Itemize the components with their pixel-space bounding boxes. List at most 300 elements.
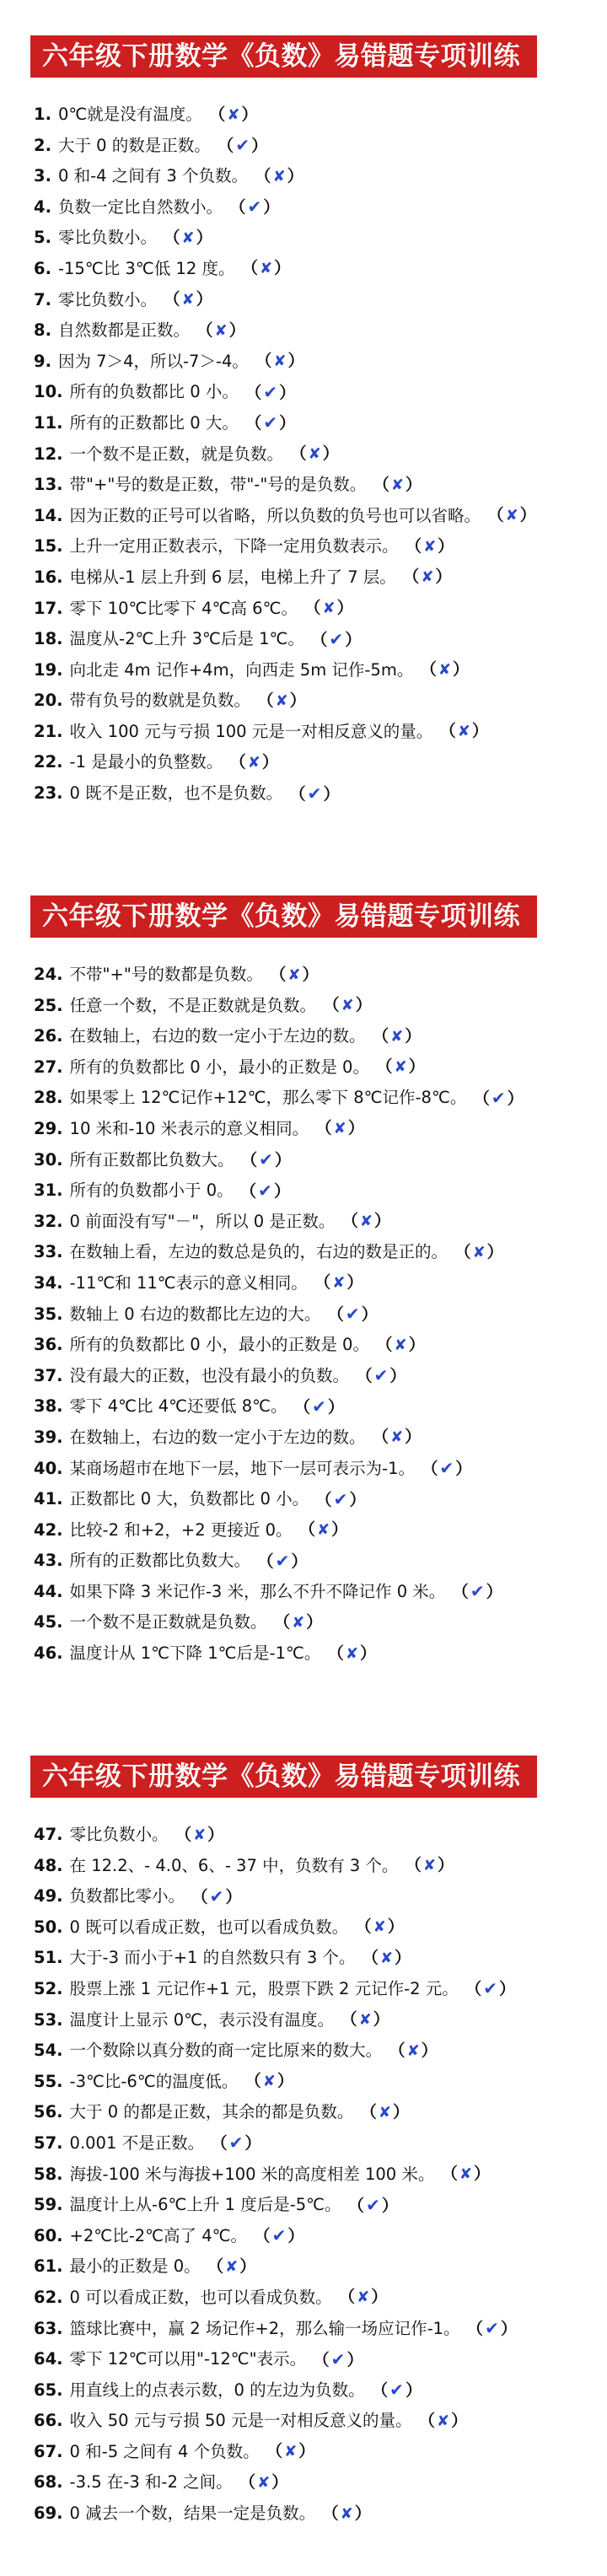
question-item — [34, 1052, 599, 1084]
question-number: 8. — [34, 320, 51, 341]
answer-mark: （ ✘ ） — [323, 990, 372, 1022]
question-text: 电梯从-1 层上升到 6 层，电梯上升了 7 层。 — [69, 567, 396, 587]
question-item — [34, 1422, 599, 1454]
question-item — [34, 747, 599, 778]
answer-mark: （ ✔ ） — [327, 1299, 378, 1331]
question-text: 某商场超市在地下一层，地下一层可表示为-1。 — [69, 1458, 415, 1478]
check-mark-icon: ✔ — [312, 1396, 326, 1417]
question-number: 13. — [34, 475, 63, 495]
answer-mark: （ ✘ ） — [175, 1820, 224, 1852]
question-text: 所有的负数都比 0 小，最小的正数是 0。 — [69, 1057, 369, 1077]
question-number: 9. — [34, 351, 51, 371]
question-text: 一个数除以真分数的商一定比原来的数大。 — [69, 2041, 383, 2061]
answer-mark: （ ✔ ） — [241, 1144, 292, 1176]
question-text: 温度从-2℃上升 3℃后是 1℃。 — [69, 629, 304, 649]
question-text: 带"+"号的数是正数，带"-"号的是负数。 — [69, 475, 367, 495]
cross-mark-icon: ✘ — [378, 2103, 391, 2122]
question-item — [34, 1638, 599, 1670]
answer-mark: （ ✘ ） — [298, 1514, 347, 1546]
question-number: 57. — [34, 2132, 63, 2153]
question-list — [34, 960, 599, 1670]
answer-mark: （ ✘ ） — [376, 1051, 425, 1084]
cross-mark-icon: ✘ — [214, 321, 228, 340]
cross-mark-icon: ✘ — [341, 997, 354, 1015]
answer-mark: （ ✘ ） — [487, 500, 536, 532]
cross-mark-icon: ✘ — [438, 661, 451, 680]
question-number: 30. — [34, 1149, 63, 1170]
check-mark-icon: ✔ — [491, 1087, 506, 1108]
cross-mark-icon: ✘ — [259, 260, 273, 278]
question-number: 5. — [34, 228, 51, 248]
question-item — [34, 377, 599, 408]
check-mark-icon: ✔ — [366, 2194, 380, 2215]
question-item — [34, 1607, 599, 1638]
question-item — [34, 1175, 599, 1207]
question-number: 50. — [34, 1917, 63, 1937]
cross-mark-icon: ✘ — [373, 1918, 386, 1937]
question-number: 33. — [34, 1242, 63, 1262]
question-text: 零下 12℃可以用"-12℃"表示。 — [69, 2349, 307, 2369]
question-item — [34, 2375, 599, 2407]
question-number: 20. — [34, 691, 63, 711]
question-item — [34, 161, 599, 192]
question-number: 10. — [34, 382, 63, 402]
question-number: 67. — [34, 2441, 63, 2461]
question-number: 54. — [34, 2041, 63, 2061]
cross-mark-icon: ✘ — [394, 1336, 407, 1354]
question-number: 60. — [34, 2225, 63, 2245]
check-mark-icon: ✔ — [485, 2318, 499, 2338]
question-number: 24. — [34, 965, 63, 984]
answer-mark: （ ✘ ） — [241, 253, 290, 285]
question-item — [34, 1881, 599, 1912]
question-item — [34, 99, 599, 131]
cross-mark-icon: ✘ — [225, 2257, 239, 2276]
question-text: 10 米和-10 米表示的意义相同。 — [69, 1118, 309, 1138]
answer-mark: （ ✔ ） — [452, 1576, 502, 1608]
cross-mark-icon: ✘ — [472, 1243, 486, 1261]
check-mark-icon: ✔ — [209, 1885, 224, 1906]
cross-mark-icon: ✘ — [247, 753, 261, 772]
question-number: 22. — [34, 752, 63, 772]
answer-mark: （ ✘ ） — [239, 2467, 288, 2499]
answer-mark: （ ✔ ） — [211, 2127, 261, 2159]
question-item — [34, 594, 599, 625]
question-text: 收入 100 元与亏损 100 元是一对相反意义的量。 — [69, 721, 433, 741]
question-text: 所有的负数都比 0 小，最小的正数是 0。 — [69, 1335, 369, 1355]
question-number: 48. — [34, 1855, 63, 1875]
cross-mark-icon: ✘ — [459, 2165, 472, 2184]
question-number: 2. — [34, 135, 51, 155]
question-list — [34, 99, 599, 809]
answer-mark: （ ✘ ） — [439, 716, 488, 748]
question-text: 所有的正数都比 0 大。 — [69, 412, 239, 433]
answer-mark: （ ✘ ） — [341, 2004, 389, 2036]
question-text: 因为 7＞4，所以-7＞-4。 — [57, 351, 249, 371]
answer-mark: （ ✘ ） — [164, 223, 212, 255]
question-item — [34, 2005, 599, 2036]
question-text: 大于-3 而小于+1 的自然数只有 3 个。 — [69, 1948, 356, 1968]
question-number: 25. — [34, 995, 63, 1015]
cross-mark-icon: ✘ — [505, 507, 518, 525]
question-text: 在数轴上，右边的数一定小于左边的数。 — [69, 1026, 366, 1046]
question-list — [34, 1820, 599, 2530]
question-item — [34, 1114, 599, 1145]
question-text: 0.001 不是正数。 — [69, 2132, 205, 2153]
answer-mark: （ ✘ ） — [207, 2251, 256, 2283]
cross-mark-icon: ✘ — [193, 1826, 207, 1844]
check-mark-icon: ✔ — [439, 1458, 454, 1478]
cross-mark-icon: ✘ — [227, 105, 240, 124]
answer-mark: （ ✘ ） — [270, 960, 319, 992]
cross-mark-icon: ✘ — [394, 1058, 407, 1077]
question-number: 34. — [34, 1272, 63, 1293]
question-number: 46. — [34, 1643, 63, 1664]
question-number: 11. — [34, 412, 63, 433]
answer-mark: （ ✘ ） — [255, 161, 304, 193]
question-text: 温度计上从-6℃上升 1 度后是-5℃。 — [69, 2195, 341, 2215]
cross-mark-icon: ✘ — [257, 2473, 271, 2492]
question-item — [34, 991, 599, 1022]
question-number: 44. — [34, 1581, 63, 1601]
cross-mark-icon: ✘ — [345, 1644, 359, 1663]
question-item — [34, 1299, 599, 1331]
question-text: 零比负数小。 — [57, 228, 157, 248]
answer-mark: （ ✘ ） — [418, 2406, 467, 2438]
question-item — [34, 2314, 599, 2345]
question-number: 62. — [34, 2287, 63, 2307]
answer-mark: （ ✘ ） — [244, 2066, 293, 2098]
question-item — [34, 2067, 599, 2098]
answer-mark: （ ✘ ） — [290, 438, 339, 471]
question-text: 所有正数都比负数大。 — [69, 1149, 234, 1170]
question-text: 收入 50 元与亏损 50 元是一对相反意义的量。 — [69, 2411, 412, 2431]
question-item — [34, 315, 599, 347]
cross-mark-icon: ✘ — [262, 2073, 276, 2091]
check-mark-icon: ✔ — [345, 1304, 360, 1325]
answer-mark: （ ✘ ） — [229, 747, 278, 779]
answer-mark: （ ✔ ） — [245, 407, 296, 439]
question-text: 所有的正数都比负数大。 — [69, 1551, 251, 1571]
question-item — [34, 2498, 599, 2530]
question-number: 53. — [34, 2009, 63, 2030]
question-item — [34, 1021, 599, 1052]
question-item — [34, 1577, 599, 1608]
question-number: 36. — [34, 1335, 63, 1355]
question-text: 如果零上 12℃记作+12℃，那么零下 8℃记作-8℃。 — [69, 1088, 467, 1108]
cross-mark-icon: ✘ — [287, 965, 301, 984]
question-text: 零比负数小。 — [57, 289, 157, 309]
question-text: 零比负数小。 — [69, 1825, 169, 1844]
question-number: 47. — [34, 1825, 63, 1844]
answer-mark: （ ✔ ） — [254, 2220, 304, 2252]
question-number: 26. — [34, 1026, 63, 1046]
cross-mark-icon: ✘ — [390, 1428, 404, 1447]
question-number: 19. — [34, 659, 63, 680]
answer-mark: （ ✘ ） — [304, 593, 353, 625]
question-item — [34, 531, 599, 562]
answer-mark: （ ✘ ） — [315, 1113, 364, 1145]
check-mark-icon: ✔ — [258, 1180, 272, 1201]
cross-mark-icon: ✘ — [292, 1613, 305, 1632]
check-mark-icon: ✔ — [329, 628, 344, 649]
answer-mark: （ ✘ ） — [257, 686, 306, 718]
question-item — [34, 2467, 599, 2498]
question-text: 任意一个数，不是正数就是负数。 — [69, 995, 317, 1015]
cross-mark-icon: ✘ — [421, 568, 434, 587]
question-number: 15. — [34, 536, 63, 557]
answer-mark: （ ✔ ） — [356, 1360, 406, 1392]
question-text: 上升一定用正数表示，下降一定用负数表示。 — [69, 536, 399, 557]
question-number: 27. — [34, 1057, 63, 1077]
question-text: 股票上涨 1 元记作+1 元，股票下跌 2 元记作-2 元。 — [69, 1978, 459, 1998]
question-item — [34, 470, 599, 501]
question-item — [34, 2128, 599, 2159]
answer-mark: （ ✘ ） — [454, 1237, 503, 1269]
answer-mark: （ ✘ ） — [373, 1422, 422, 1454]
question-text: 温度计上显示 0℃，表示没有温度。 — [69, 2009, 335, 2030]
question-item — [34, 655, 599, 686]
question-text: 因为正数的正号可以省略，所以负数的负号也可以省略。 — [69, 505, 481, 525]
cross-mark-icon: ✘ — [181, 291, 195, 309]
question-text: 负数都比零小。 — [69, 1886, 185, 1906]
question-number: 45. — [34, 1612, 63, 1632]
question-number: 52. — [34, 1978, 63, 1998]
cross-mark-icon: ✘ — [273, 352, 287, 371]
question-text: 0℃就是没有温度。 — [57, 105, 202, 124]
cross-mark-icon: ✘ — [422, 1857, 436, 1875]
question-number: 3. — [34, 166, 51, 186]
question-item — [34, 2159, 599, 2191]
question-text: 用直线上的点表示数，0 的左边为负数。 — [69, 2380, 365, 2400]
question-number: 59. — [34, 2195, 63, 2215]
section-title-banner: 六年级下册数学《负数》易错题专项训练 — [30, 895, 537, 938]
answer-mark: （ ✘ ） — [196, 315, 245, 347]
question-text: 大于 0 的数是正数。 — [57, 135, 211, 155]
question-number: 12. — [34, 444, 63, 464]
cross-mark-icon: ✘ — [340, 2504, 353, 2523]
question-number: 29. — [34, 1118, 63, 1138]
section-title-banner: 六年级下册数学《负数》易错题专项训练 — [30, 35, 537, 78]
check-mark-icon: ✔ — [259, 1149, 273, 1170]
cross-mark-icon: ✘ — [181, 229, 195, 247]
answer-mark: （ ✔ ） — [372, 2374, 422, 2407]
question-item — [34, 223, 599, 254]
answer-mark: （ ✘ ） — [376, 1330, 425, 1362]
question-item — [34, 192, 599, 223]
answer-mark: （ ✘ ） — [314, 1267, 363, 1299]
question-item — [34, 1943, 599, 1974]
cross-mark-icon: ✘ — [333, 1120, 346, 1138]
answer-mark: （ ✘ ） — [274, 1607, 323, 1639]
cross-mark-icon: ✘ — [332, 1274, 346, 1293]
question-text: 0 和-4 之间有 3 个负数。 — [57, 166, 249, 186]
cross-mark-icon: ✘ — [379, 1949, 394, 1967]
question-item — [34, 1484, 599, 1515]
check-mark-icon: ✔ — [247, 196, 262, 218]
answer-mark: （ ✔ ） — [422, 1453, 472, 1485]
question-item — [34, 285, 599, 316]
answer-mark: （ ✔ ） — [467, 2313, 518, 2345]
question-item — [34, 1454, 599, 1485]
question-number: 66. — [34, 2411, 63, 2431]
answer-mark: （ ✘ ） — [406, 531, 454, 563]
question-number: 21. — [34, 721, 63, 741]
question-number: 64. — [34, 2349, 63, 2369]
answer-mark: （ ✔ ） — [245, 377, 296, 409]
answer-mark: （ ✘ ） — [362, 1943, 411, 1975]
question-item — [34, 2097, 599, 2128]
question-item — [34, 1361, 599, 1392]
question-item — [34, 960, 599, 991]
question-text: 所有的负数都小于 0。 — [69, 1180, 234, 1201]
question-text: 在数轴上，右边的数一定小于左边的数。 — [69, 1427, 366, 1447]
question-item — [34, 624, 599, 655]
answer-mark: （ ✘ ） — [341, 1206, 390, 1238]
answer-mark: （ ✔ ） — [311, 624, 362, 656]
question-item — [34, 2251, 599, 2283]
cross-mark-icon: ✘ — [390, 476, 404, 494]
question-text: 比较-2 和+2，+2 更接近 0。 — [69, 1519, 293, 1540]
question-text: 没有最大的正数，也没有最小的负数。 — [69, 1365, 350, 1385]
question-item — [34, 1207, 599, 1238]
question-text: 0 既可以看成正数，也可以看成负数。 — [69, 1917, 349, 1937]
question-text: 正数都比 0 大，负数都比 0 小。 — [69, 1489, 309, 1509]
answer-mark: （ ✔ ） — [348, 2190, 399, 2222]
cross-mark-icon: ✘ — [359, 1213, 373, 1231]
question-text: 0 可以看成正数，也可以看成负数。 — [69, 2287, 332, 2307]
check-mark-icon: ✔ — [307, 782, 322, 804]
cross-mark-icon: ✘ — [284, 2443, 298, 2461]
question-number: 40. — [34, 1458, 63, 1478]
question-item — [34, 1974, 599, 2005]
question-item — [34, 1820, 599, 1851]
question-number: 63. — [34, 2318, 63, 2338]
question-number: 38. — [34, 1396, 63, 1417]
question-text: +2℃比-2℃高了 4℃。 — [69, 2225, 248, 2245]
cross-mark-icon: ✘ — [423, 537, 437, 556]
answer-mark: （ ✘ ） — [360, 2097, 409, 2129]
answer-mark: （ ✔ ） — [191, 1881, 242, 1913]
question-text: 向北走 4m 记作+4m，向西走 5m 记作-5m。 — [69, 659, 414, 680]
question-item — [34, 1237, 599, 1268]
question-text: 零下 10℃比零下 4℃高 6℃。 — [69, 598, 298, 618]
question-item — [34, 1330, 599, 1361]
question-number: 7. — [34, 289, 51, 309]
question-number: 32. — [34, 1211, 63, 1231]
answer-mark: （ ✔ ） — [294, 1391, 345, 1423]
answer-mark: （ ✔ ） — [289, 778, 340, 810]
question-number: 35. — [34, 1304, 63, 1324]
answer-mark: （ ✘ ） — [441, 2159, 490, 2191]
check-mark-icon: ✔ — [330, 2348, 346, 2369]
question-item — [34, 1515, 599, 1546]
answer-mark: （ ✔ ） — [465, 1973, 516, 2005]
question-text: 0 减去一个数，结果一定是负数。 — [69, 2503, 316, 2524]
cross-mark-icon: ✘ — [272, 167, 286, 186]
question-item — [34, 2190, 599, 2221]
check-mark-icon: ✔ — [275, 1550, 290, 1571]
cross-mark-icon: ✘ — [390, 1027, 404, 1046]
question-item — [34, 1391, 599, 1422]
question-number: 4. — [34, 196, 51, 217]
question-item — [34, 717, 599, 748]
cross-mark-icon: ✘ — [357, 2288, 370, 2307]
check-mark-icon: ✔ — [271, 2225, 287, 2246]
question-text: 一个数不是正数，就是负数。 — [69, 444, 284, 464]
question-number: 42. — [34, 1519, 63, 1540]
question-item — [34, 131, 599, 162]
answer-mark: （ ✘ ） — [420, 654, 469, 686]
question-item — [34, 1083, 599, 1114]
question-text: 篮球比赛中，赢 2 场记作+2，那么输一场应记作-1。 — [69, 2318, 460, 2338]
check-mark-icon: ✔ — [263, 412, 278, 433]
question-text: 一个数不是正数就是负数。 — [69, 1612, 267, 1632]
check-mark-icon: ✔ — [263, 381, 278, 402]
question-number: 23. — [34, 783, 63, 804]
answer-mark: （ ✔ ） — [473, 1083, 524, 1115]
question-text: 零下 4℃比 4℃还要低 8℃。 — [69, 1396, 287, 1417]
answer-mark: （ ✘ ） — [373, 1021, 422, 1053]
question-item — [34, 1546, 599, 1577]
answer-mark: （ ✘ ） — [322, 2498, 371, 2530]
question-number: 28. — [34, 1088, 63, 1108]
answer-mark: （ ✔ ） — [218, 130, 268, 162]
question-item — [34, 1912, 599, 1944]
section-title-banner: 六年级下册数学《负数》易错题专项训练 — [30, 1756, 537, 1798]
check-mark-icon: ✔ — [228, 2132, 244, 2154]
cross-mark-icon: ✘ — [436, 2412, 450, 2430]
question-item — [34, 2036, 599, 2067]
answer-mark: （ ✘ ） — [339, 2282, 388, 2314]
question-number: 61. — [34, 2256, 63, 2277]
question-text: -3℃比-6℃的温度低。 — [69, 2071, 239, 2091]
question-item — [34, 1851, 599, 1882]
check-mark-icon: ✔ — [333, 1488, 348, 1509]
question-number: 51. — [34, 1948, 63, 1968]
question-item — [34, 2221, 599, 2252]
answer-mark: （ ✘ ） — [405, 1850, 454, 1882]
question-text: 在数轴上看，左边的数总是负的，右边的数是正的。 — [69, 1242, 449, 1262]
question-number: 68. — [34, 2472, 63, 2493]
question-text: 最小的正数是 0。 — [69, 2256, 201, 2277]
question-item — [34, 2344, 599, 2375]
question-number: 55. — [34, 2071, 63, 2091]
check-mark-icon: ✔ — [373, 1365, 389, 1386]
question-number: 58. — [34, 2164, 63, 2184]
answer-mark: （ ✔ ） — [229, 191, 280, 223]
question-item — [34, 439, 599, 471]
answer-mark: （ ✘ ） — [209, 99, 258, 132]
question-item — [34, 1145, 599, 1176]
cross-mark-icon: ✘ — [317, 1521, 330, 1540]
question-text: 带有负号的数就是负数。 — [69, 691, 251, 711]
cross-mark-icon: ✘ — [457, 723, 470, 741]
question-item — [34, 2437, 599, 2468]
question-item — [34, 778, 599, 809]
question-number: 37. — [34, 1365, 63, 1385]
question-text: 海拔-100 米与海拔+100 米的高度相差 100 米。 — [69, 2164, 435, 2184]
question-number: 16. — [34, 567, 63, 587]
question-text: 数轴上 0 右边的数都比左边的大。 — [69, 1304, 321, 1324]
answer-mark: （ ✘ ） — [403, 562, 452, 594]
check-mark-icon: ✔ — [235, 135, 250, 156]
question-item — [34, 501, 599, 532]
question-number: 49. — [34, 1886, 63, 1906]
question-text: 0 前面没有写"－"，所以 0 是正数。 — [69, 1211, 336, 1231]
question-number: 43. — [34, 1551, 63, 1571]
question-number: 69. — [34, 2503, 63, 2524]
